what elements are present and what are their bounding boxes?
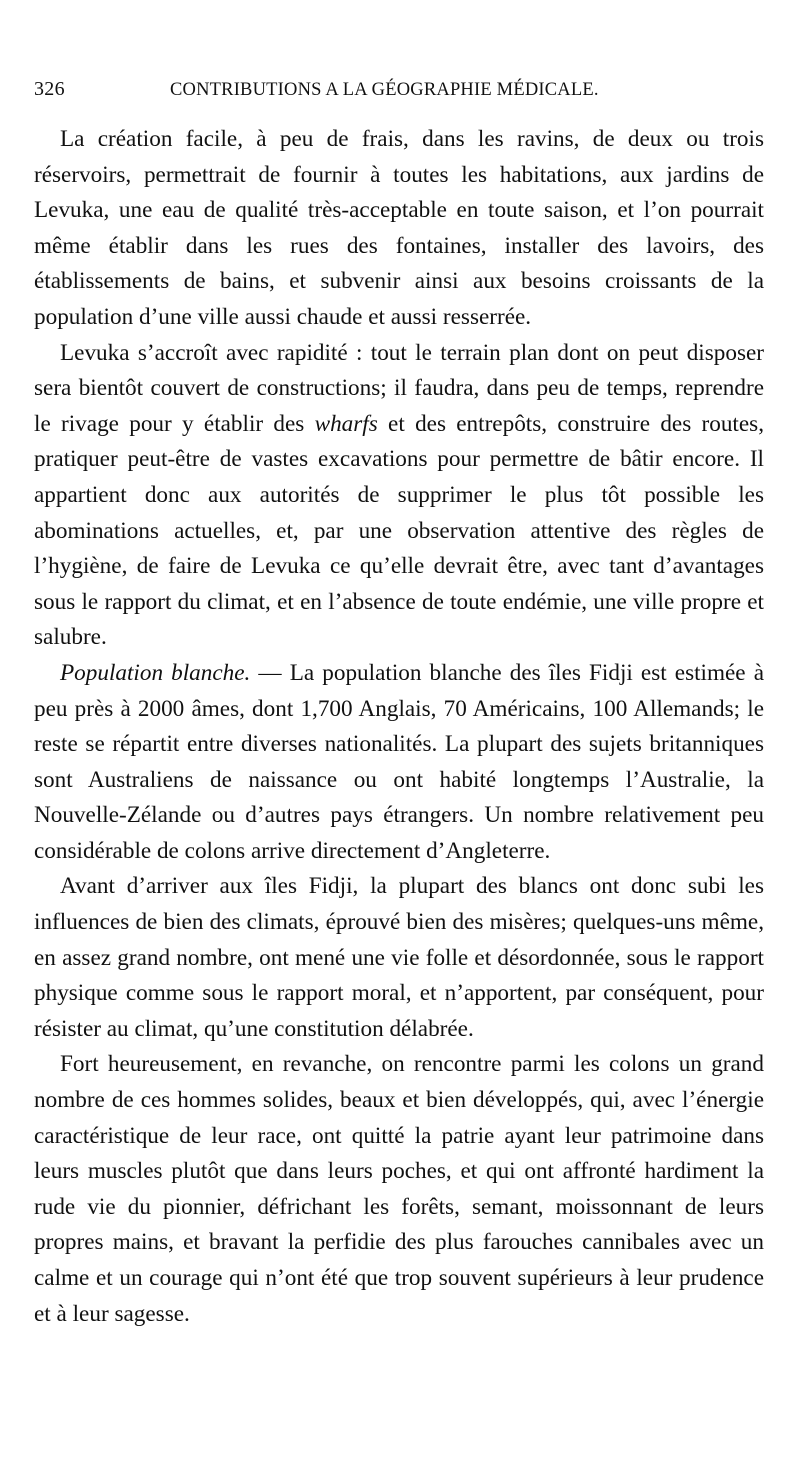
paragraph-text-after: et des entrepôts, construire des routes, pratiquer peut-être de vastes excavations pour permettre de bâtir encore. Il appartient donc aux autorités de supprimer le plus tôt possible les abominations actuelles, et, par une observation attentive des règles de l’hygiène, de faire de Levuka ce qu’elle devrait être, avec tant d’avantages sous le rapport du climat, et en l’absence de toute endémie, une ville propre et salubre.: [34, 410, 764, 651]
paragraph-levuka-growth: [34, 336, 764, 656]
page-number: 326: [34, 78, 65, 100]
section-heading-italic: Population blanche.: [60, 659, 251, 686]
book-page: [34, 78, 764, 1332]
paragraph-text: La création facile, à peu de frais, dans les ravins, de deux ou trois réservoirs, permettrait de fournir à toutes les habitations, aux jardins de Levuka, une eau de qualité très-acceptable en toute saison, et l’on pourrait même établir dans les rues des fontaines, installer des lavoirs, des établissements de bains, et subvenir ainsi aux besoins croissants de la population d’une ville aussi chaude et aussi resserrée.: [34, 126, 764, 330]
paragraph-text-before: Levuka s’accroît avec rapidité : tout le terrain plan dont on peut disposer sera bientôt couvert de constructions; il faudra, dans peu de temps, reprendre le rivage pour y établir des: [34, 339, 764, 437]
paragraph-text-after: — La population blanche des îles Fidji est estimée à peu près à 2000 âmes, dont 1,700 Anglais, 70 Américains, 100 Allemands; le reste se répartit entre diverses nationalités. La plupart des sujets britanniques sont Australiens de naissance ou ont habité longtemps l’Australie, la Nouvelle-Zélande ou d’autres pays étrangers. Un nombre relativement peu considérable de colons arrive directement d’Angleterre.: [34, 659, 764, 864]
italic-term-wharfs: wharfs: [314, 410, 378, 437]
running-head: [34, 78, 764, 108]
running-title: CONTRIBUTIONS A LA GÉOGRAPHIE MÉDICALE.: [170, 80, 599, 100]
paragraph-reservoirs: [34, 122, 764, 336]
paragraph-text: Avant d’arriver aux îles Fidji, la plupart des blancs ont donc subi les influences de bien des climats, éprouvé bien des misères; quelques-uns même, en assez grand nombre, ont mené une vie folle et désordonnée, sous le rapport physique comme sous le rapport moral, et n’apportent, par conséquent, pour résister au climat, qu’une constitution délabrée.: [34, 873, 764, 1042]
paragraph-white-population: [34, 656, 764, 870]
paragraph-text: Fort heureusement, en revanche, on rencontre parmi les colons un grand nombre de ces hommes solides, beaux et bien développés, qui, avec l’énergie caractéristique de leur race, ont quitté la patrie ayant leur patrimoine dans leurs muscles plutôt que dans leurs poches, et qui ont affronté hardiment la rude vie du pionnier, défrichant les forêts, semant, moissonnant de leurs propres mains, et bravant la perfidie des plus farouches cannibales avec un calme et un courage qui n’ont été que trop souvent supérieurs à leur prudence et à leur sagesse.: [34, 1051, 764, 1327]
paragraph-climates: [34, 869, 764, 1047]
paragraph-colonists: [34, 1047, 764, 1332]
